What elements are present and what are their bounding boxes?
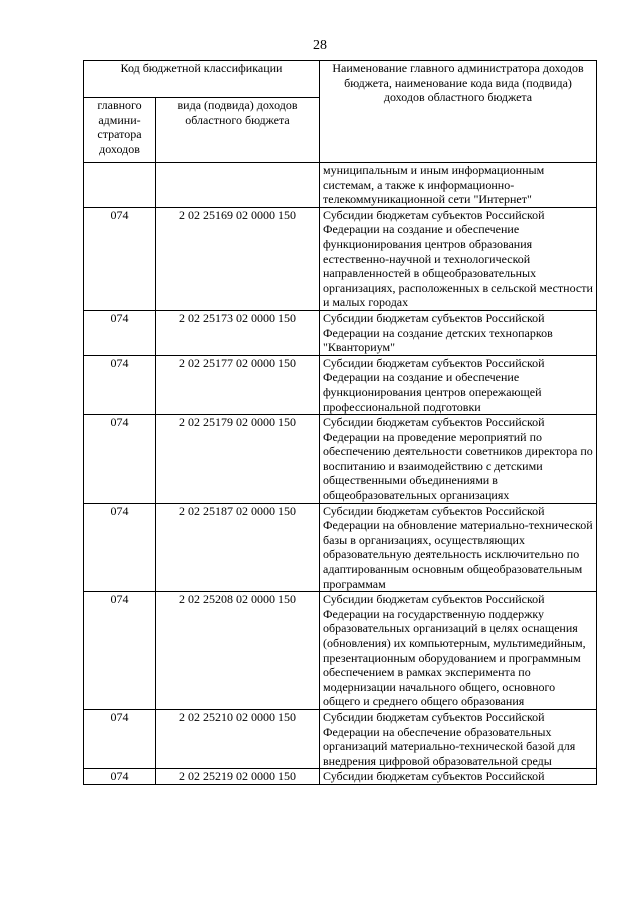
cell-name: Субсидии бюджетам субъектов Российской Федерации на обеспечение образовательных организаций материально-технической базой для внедрения цифровой образовательной среды [320,709,597,768]
cell-code: 2 02 25208 02 0000 150 [156,592,320,710]
cell-code: 2 02 25169 02 0000 150 [156,207,320,310]
table-row [84,163,597,208]
table-row [84,709,597,768]
header-code-column: вида (подвида) доходов областного бюджета [156,98,320,163]
cell-code: 2 02 25173 02 0000 150 [156,310,320,355]
cell-code: 2 02 25219 02 0000 150 [156,769,320,785]
table-row [84,310,597,355]
table-row [84,207,597,310]
cell-code [156,163,320,208]
cell-name: Субсидии бюджетам субъектов Российской Федерации на государственную поддержку образовательных организаций в целях оснащения (обновления) их компьютерным, мультимедийным, презентационным оборудованием и программным обеспечением в рамках эксперимента по модернизации начального общего, основного общего и среднего общего образования [320,592,597,710]
header-name-column: Наименование главного администратора доходов бюджета, наименование кода вида (подвида) доходов областного бюджета [320,61,597,163]
cell-admin: 074 [84,592,156,710]
table-row [84,592,597,710]
cell-admin: 074 [84,415,156,504]
page-number: 28 [313,38,327,53]
budget-classification-table [83,60,597,785]
cell-admin [84,163,156,208]
table-row [84,355,597,414]
cell-admin: 074 [84,207,156,310]
header-admin-column: главного админи-стратора доходов [84,98,156,163]
table-row [84,503,597,592]
header-budget-classification-code: Код бюджетной классификации [84,61,320,98]
cell-admin: 074 [84,355,156,414]
cell-code: 2 02 25187 02 0000 150 [156,503,320,592]
cell-code: 2 02 25177 02 0000 150 [156,355,320,414]
cell-name: Субсидии бюджетам субъектов Российской Федерации на проведение мероприятий по обеспечению деятельности советников директора по воспитанию и взаимодействию с детскими общественными объединениями в общеобразовательных организациях [320,415,597,504]
table-row [84,415,597,504]
cell-admin: 074 [84,503,156,592]
cell-code: 2 02 25210 02 0000 150 [156,709,320,768]
cell-name: Субсидии бюджетам субъектов Российской Федерации на создание и обеспечение функционирования центров образования естественно-научной и технологической направленностей в общеобразовательных организациях, расположенных в сельской местности и малых городах [320,207,597,310]
table-row [84,769,597,785]
cell-name: Субсидии бюджетам субъектов Российской Федерации на создание детских технопарков "Кванториум" [320,310,597,355]
cell-admin: 074 [84,310,156,355]
cell-name: муниципальным и иным информационным системам, а также к информационно-телекоммуникационной сети "Интернет" [320,163,597,208]
cell-name: Субсидии бюджетам субъектов Российской [320,769,597,785]
cell-admin: 074 [84,709,156,768]
cell-name: Субсидии бюджетам субъектов Российской Федерации на создание и обеспечение функционирования центров опережающей профессиональной подготовки [320,355,597,414]
cell-code: 2 02 25179 02 0000 150 [156,415,320,504]
cell-admin: 074 [84,769,156,785]
cell-name: Субсидии бюджетам субъектов Российской Федерации на обновление материально-технической базы в организациях, осуществляющих образовательную деятельность исключительно по адаптированным основным общеобразовательным программам [320,503,597,592]
